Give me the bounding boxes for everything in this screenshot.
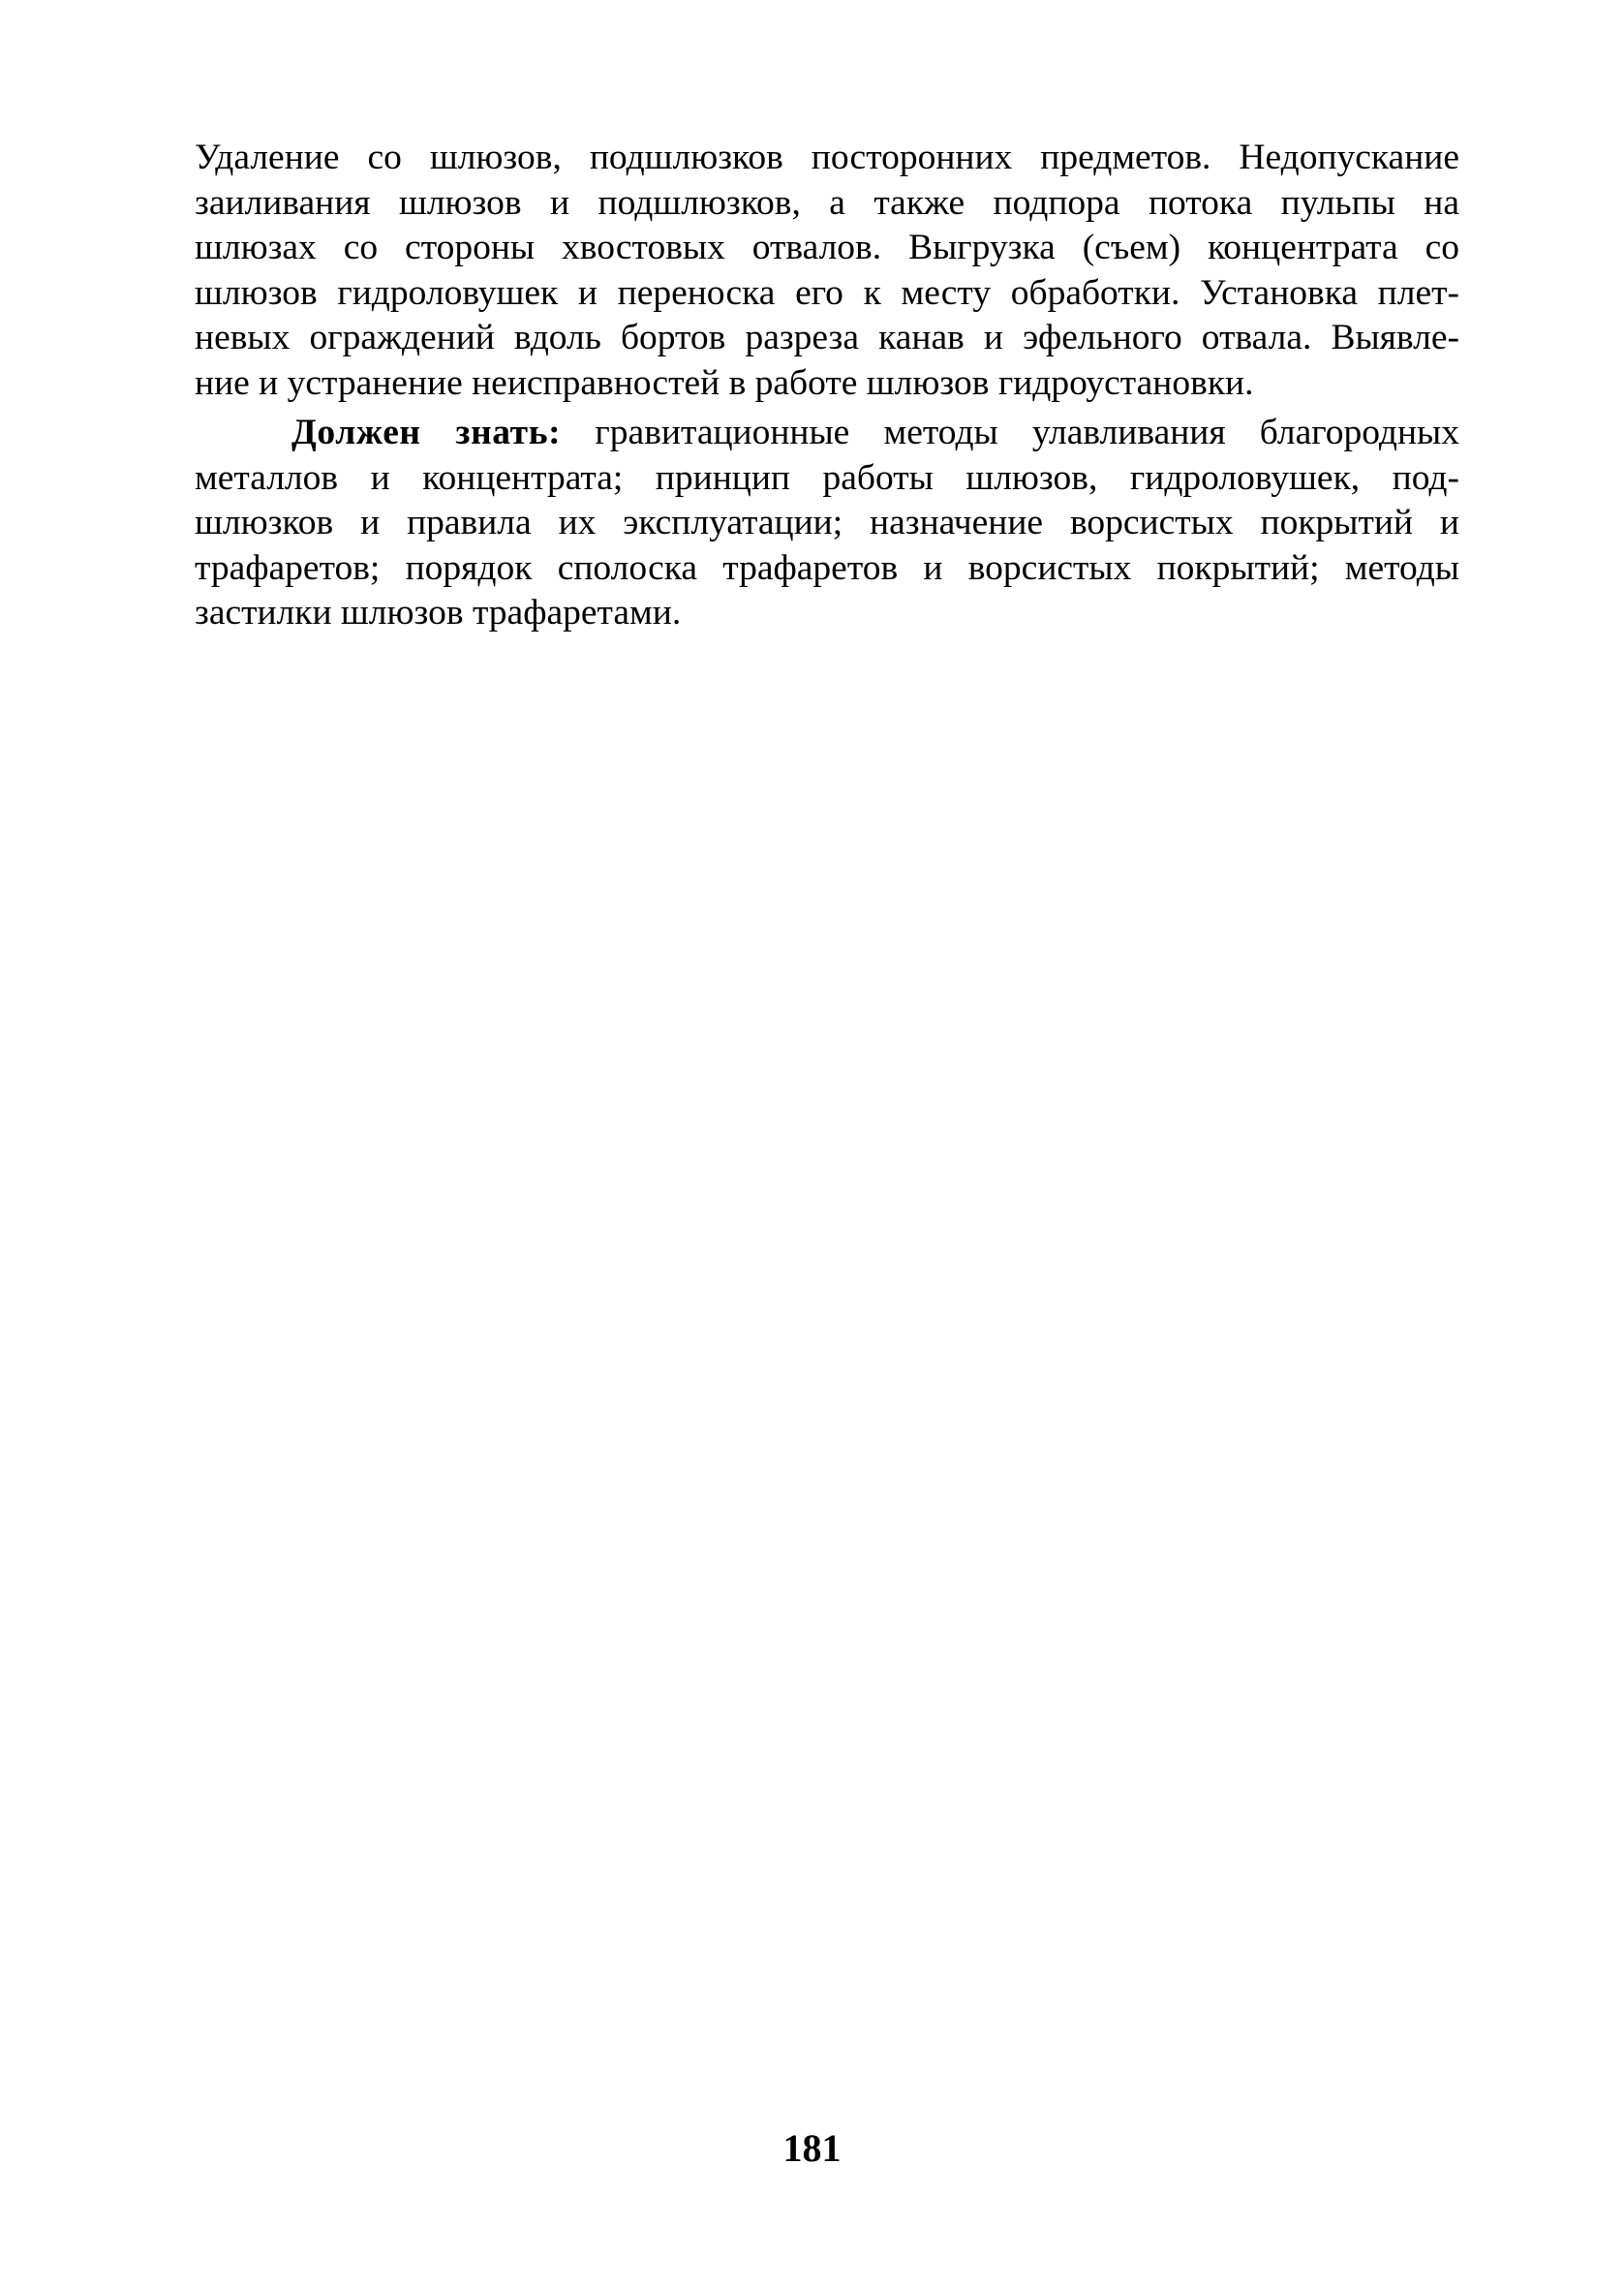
- text-line: Удаление со шлюзов, подшлюзков посторонних предметов. Недопускание: [195, 138, 1459, 177]
- text-line: [195, 411, 1459, 456]
- text-line: шлюзах со стороны хвостовых отвалов. Выгрузка (съем) концентрата со: [195, 228, 1459, 267]
- lead-term: Должен знать:: [291, 413, 562, 452]
- page-number: 181: [782, 2126, 842, 2170]
- text-line: заиливания шлюзов и подшлюзков, а также подпора потока пульпы на: [195, 182, 1459, 223]
- text-line: шлюзков и правила их эксплуатации; назначение ворсистых покрытий и: [195, 503, 1459, 542]
- lead-text: гравитационные методы улавливания благородных: [561, 413, 1459, 452]
- text-line: ние и устранение неисправностей в работе шлюзов гидроустановки.: [195, 362, 1254, 403]
- text-line: шлюзов гидроловушек и переноска его к месту обработки. Установка плет-: [195, 272, 1459, 313]
- text-line: невых ограждений вдоль бортов разреза канав и эфельного отвала. Выявле-: [195, 318, 1459, 357]
- text-line: металлов и концентрата; принцип работы шлюзов, гидроловушек, под-: [195, 457, 1459, 498]
- text-line: трафаретов; порядок сполоска трафаретов и ворсистых покрытий; методы: [195, 547, 1459, 588]
- paragraph-1: [195, 136, 1459, 406]
- body-text: [195, 136, 1459, 636]
- paragraph-2: [195, 411, 1459, 636]
- text-line: застилки шлюзов трафаретами.: [195, 593, 682, 633]
